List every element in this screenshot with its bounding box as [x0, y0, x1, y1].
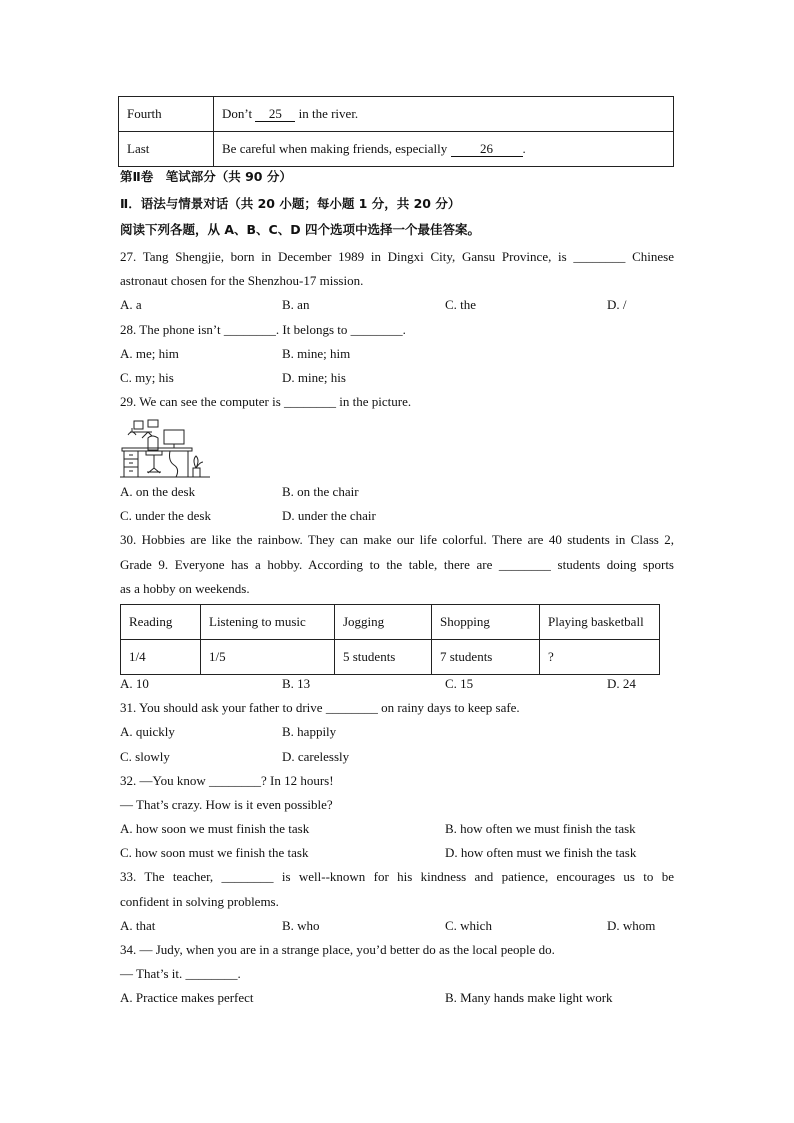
- header-cell: Jogging: [335, 605, 432, 640]
- section-instruction: 阅读下列各题，从 A、B、C、D 四个选项中选择一个最佳答案。: [120, 222, 480, 237]
- q29-option-d: D. under the chair: [282, 508, 376, 523]
- value-cell: 7 students: [432, 640, 540, 675]
- value-cell: 1/4: [121, 640, 201, 675]
- header-cell: Reading: [121, 605, 201, 640]
- q34-option-a: A. Practice makes perfect: [120, 990, 254, 1005]
- q33-option-c: C. which: [445, 918, 492, 933]
- q28-stem: 28. The phone isn’t ________. It belongs to ________.: [120, 322, 406, 337]
- hobby-header-row: [121, 605, 660, 640]
- q30-option-b: B. 13: [282, 676, 311, 691]
- part-title: 第Ⅱ卷 笔试部分（共 90 分）: [120, 169, 292, 184]
- q32-stem-line1: 32. —You know ________? In 12 hours!: [120, 773, 334, 788]
- value-cell: ?: [540, 640, 660, 675]
- header-cell: Playing basketball: [540, 605, 660, 640]
- q32-option-b: B. how often we must finish the task: [445, 821, 636, 836]
- q30-stem-line3: as a hobby on weekends.: [120, 581, 250, 596]
- table-row: [119, 132, 674, 167]
- blank-25: 25: [255, 107, 295, 122]
- q32-option-c: C. how soon must we finish the task: [120, 845, 309, 860]
- desk-computer-illustration: [120, 418, 210, 478]
- q33-option-d: D. whom: [607, 918, 656, 933]
- q34-stem-line2: — That’s it. ________.: [120, 966, 241, 981]
- q32-option-a: A. how soon we must finish the task: [120, 821, 310, 836]
- q31-option-d: D. carelessly: [282, 749, 350, 764]
- q30-option-c: C. 15: [445, 676, 474, 691]
- row-label: Fourth: [119, 97, 214, 132]
- q27-option-c: C. the: [445, 297, 477, 312]
- q32-option-d: D. how often must we finish the task: [445, 845, 637, 860]
- blank-26: 26: [451, 142, 523, 157]
- q33-stem-line1: 33. The teacher, ________ is well--known for his kindness and patience, encourages us to be: [120, 869, 674, 884]
- q30-stem-line2: Grade 9. Everyone has a hobby. According to the table, there are ________ students doing sports: [120, 557, 674, 572]
- q31-option-b: B. happily: [282, 724, 337, 739]
- q27-stem-line2: astronaut chosen for the Shenzhou-17 mission.: [120, 273, 364, 288]
- instructions-table: [118, 96, 674, 167]
- q31-stem: 31. You should ask your father to drive ________ on rainy days to keep safe.: [120, 700, 520, 715]
- row-text: Don’t 25 in the river.: [214, 97, 674, 132]
- q27-option-a: A. a: [120, 297, 142, 312]
- q32-stem-line2: — That’s crazy. How is it even possible?: [120, 797, 333, 812]
- hobby-value-row: [121, 640, 660, 675]
- q29-option-b: B. on the chair: [282, 484, 359, 499]
- value-cell: 5 students: [335, 640, 432, 675]
- q28-option-d: D. mine; his: [282, 370, 346, 385]
- q33-option-a: A. that: [120, 918, 156, 933]
- section-subtitle: Ⅱ．语法与情景对话（共 20 小题；每小题 1 分，共 20 分）: [120, 196, 461, 211]
- q27-stem-line1: 27. Tang Shengjie, born in December 1989 in Dingxi City, Gansu Province, is ________ Chinese: [120, 249, 674, 264]
- q28-option-a: A. me; him: [120, 346, 179, 361]
- q28-option-b: B. mine; him: [282, 346, 351, 361]
- q30-stem-line1: 30. Hobbies are like the rainbow. They can make our life colorful. There are 40 students in Class 2,: [120, 532, 674, 547]
- q31-option-a: A. quickly: [120, 724, 175, 739]
- q27-option-b: B. an: [282, 297, 310, 312]
- q28-option-c: C. my; his: [120, 370, 174, 385]
- header-cell: Listening to music: [201, 605, 335, 640]
- header-cell: Shopping: [432, 605, 540, 640]
- q34-option-b: B. Many hands make light work: [445, 990, 613, 1005]
- value-cell: 1/5: [201, 640, 335, 675]
- q30-option-d: D. 24: [607, 676, 636, 691]
- row-label: Last: [119, 132, 214, 167]
- q29-stem: 29. We can see the computer is ________ in the picture.: [120, 394, 412, 409]
- q34-stem-line1: 34. — Judy, when you are in a strange place, you’d better do as the local people do.: [120, 942, 555, 957]
- q29-option-c: C. under the desk: [120, 508, 211, 523]
- q30-option-a: A. 10: [120, 676, 149, 691]
- q27-option-d: D. /: [607, 297, 627, 312]
- q31-option-c: C. slowly: [120, 749, 170, 764]
- table-row: [119, 97, 674, 132]
- q33-stem-line2: confident in solving problems.: [120, 894, 279, 909]
- q29-option-a: A. on the desk: [120, 484, 196, 499]
- q33-option-b: B. who: [282, 918, 320, 933]
- row-text: Be careful when making friends, especially 26 .: [214, 132, 674, 167]
- hobby-table: [120, 604, 660, 675]
